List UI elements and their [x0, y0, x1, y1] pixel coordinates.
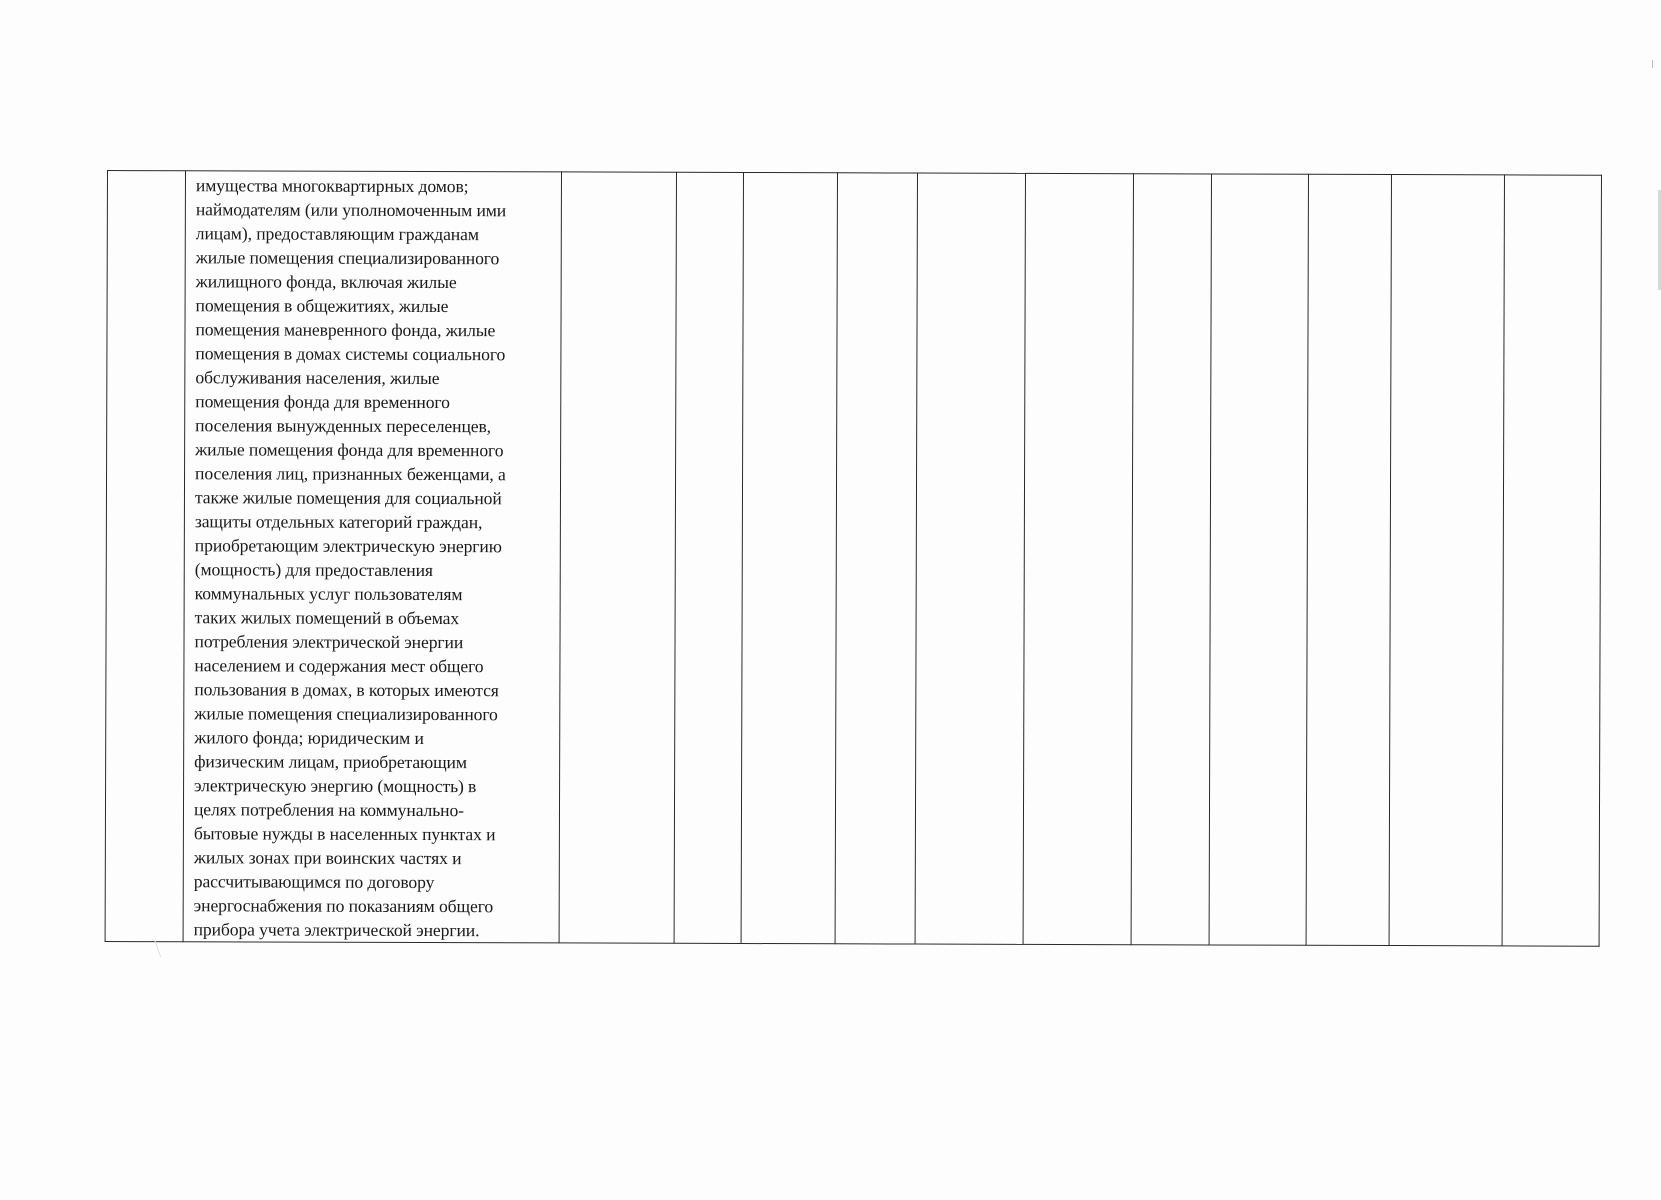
document-table [105, 170, 1602, 947]
description-cell [183, 171, 561, 943]
data-cell [835, 173, 917, 944]
data-cell [741, 172, 837, 943]
data-cell [1209, 174, 1308, 945]
data-cell [674, 172, 743, 943]
data-cell [1389, 175, 1504, 946]
data-cell [1502, 175, 1601, 946]
data-cell [559, 172, 676, 943]
scan-edge-tick [1652, 60, 1653, 68]
table-row [105, 171, 1601, 947]
data-cell [1306, 174, 1391, 945]
data-cell [1131, 174, 1211, 945]
description-text: имущества многоквартирных домов; наймодателям (или уполномоченным ими лицам), предоставляющим гражданам жилые помещения специализированного жилищного фонда, включая жилые помещения в общежитиях, жилые помещения маневренного фонда, жилые помещения в домах системы социального обслуживания населения, жилые помещения фонда для временного поселения вынужденных переселенцев, жилые помещения фонда для временного поселения лиц, признанных беженцами, а также жилые помещения для социальной защиты отдельных категорий граждан, приобретающим электрическую энергию (мощность) для предоставления коммунальных услуг пользователям таких жилых помещений в объемах потребления электрической энергии населением и содержания мест общего пользования в домах, в которых имеются жилые помещения специализированного жилого фонда; юридическим и физическим лицам, приобретающим электрическую энергию (мощность) в целях потребления на коммунально- бытовые нужды в населенных пунктах и жилых зонах при воинских частях и рассчитывающимся по договору энергоснабжения по показаниям общего прибора учета электрической энергии. [193, 175, 507, 941]
data-cell [1023, 173, 1133, 944]
data-cell [915, 173, 1025, 944]
number-cell [105, 171, 185, 942]
